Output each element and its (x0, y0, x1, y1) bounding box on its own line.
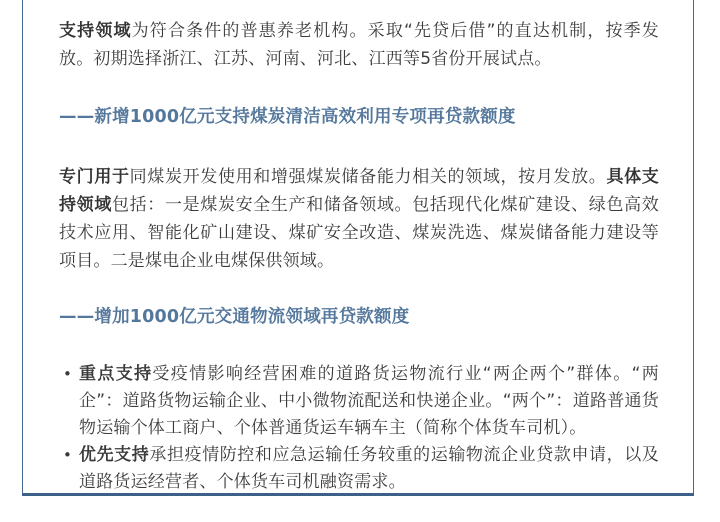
paragraph-text: 同煤炭开发使用和增强煤炭储备能力相关的领域，按月发放。 (129, 167, 607, 187)
section-heading-logistics-relending: ——增加1000亿元交通物流领域再贷款额度 (59, 307, 410, 327)
bullet-icon: • (63, 446, 73, 464)
paragraph-text: 为符合条件的普惠养老机构。采取“先贷后借”的直达机制，按季发放。初期选择浙江、江苏、河南、河北、江西等5省份开展试点。 (59, 21, 659, 69)
article-panel (22, 0, 694, 496)
list-item-lead-bold: 重点支持 (79, 364, 153, 384)
paragraph-support-scope (59, 17, 659, 73)
list-item-text: 受疫情影响经营困难的道路货运物流行业“两企两个”群体。“两企”：道路货物运输企业、中小微物流配送和快递企业。“两个”：道路普通货物运输个体工商户、个体普通货运车辆车主（简称个体货车司机）。 (79, 364, 659, 438)
paragraph-mid-bold: 具体支持领域 (59, 167, 659, 215)
list-item-text: 承担疫情防控和应急运输任务较重的运输物流企业贷款申请，以及道路货运经营者、个体货车司机融资需求。 (79, 445, 659, 492)
paragraph-lead-bold: 专门用于 (59, 167, 130, 187)
list-item (59, 442, 659, 496)
bullet-list (59, 361, 659, 496)
paragraph-lead-bold: 支持领域 (59, 21, 132, 41)
section-heading-coal-relending: ——新增1000亿元支持煤炭清洁高效利用专项再贷款额度 (59, 107, 516, 127)
paragraph-text: 包括：一是煤炭安全生产和储备领域。包括现代化煤矿建设、绿色高效技术应用、智能化矿山建设、煤矿安全改造、煤炭洗选、煤炭储备能力建设等项目。二是煤电企业电煤保供领域。 (59, 195, 659, 271)
paragraph-coal-detail (59, 163, 659, 275)
list-item-lead-bold: 优先支持 (79, 445, 150, 465)
bullet-icon: • (63, 365, 73, 383)
list-item (59, 361, 659, 442)
